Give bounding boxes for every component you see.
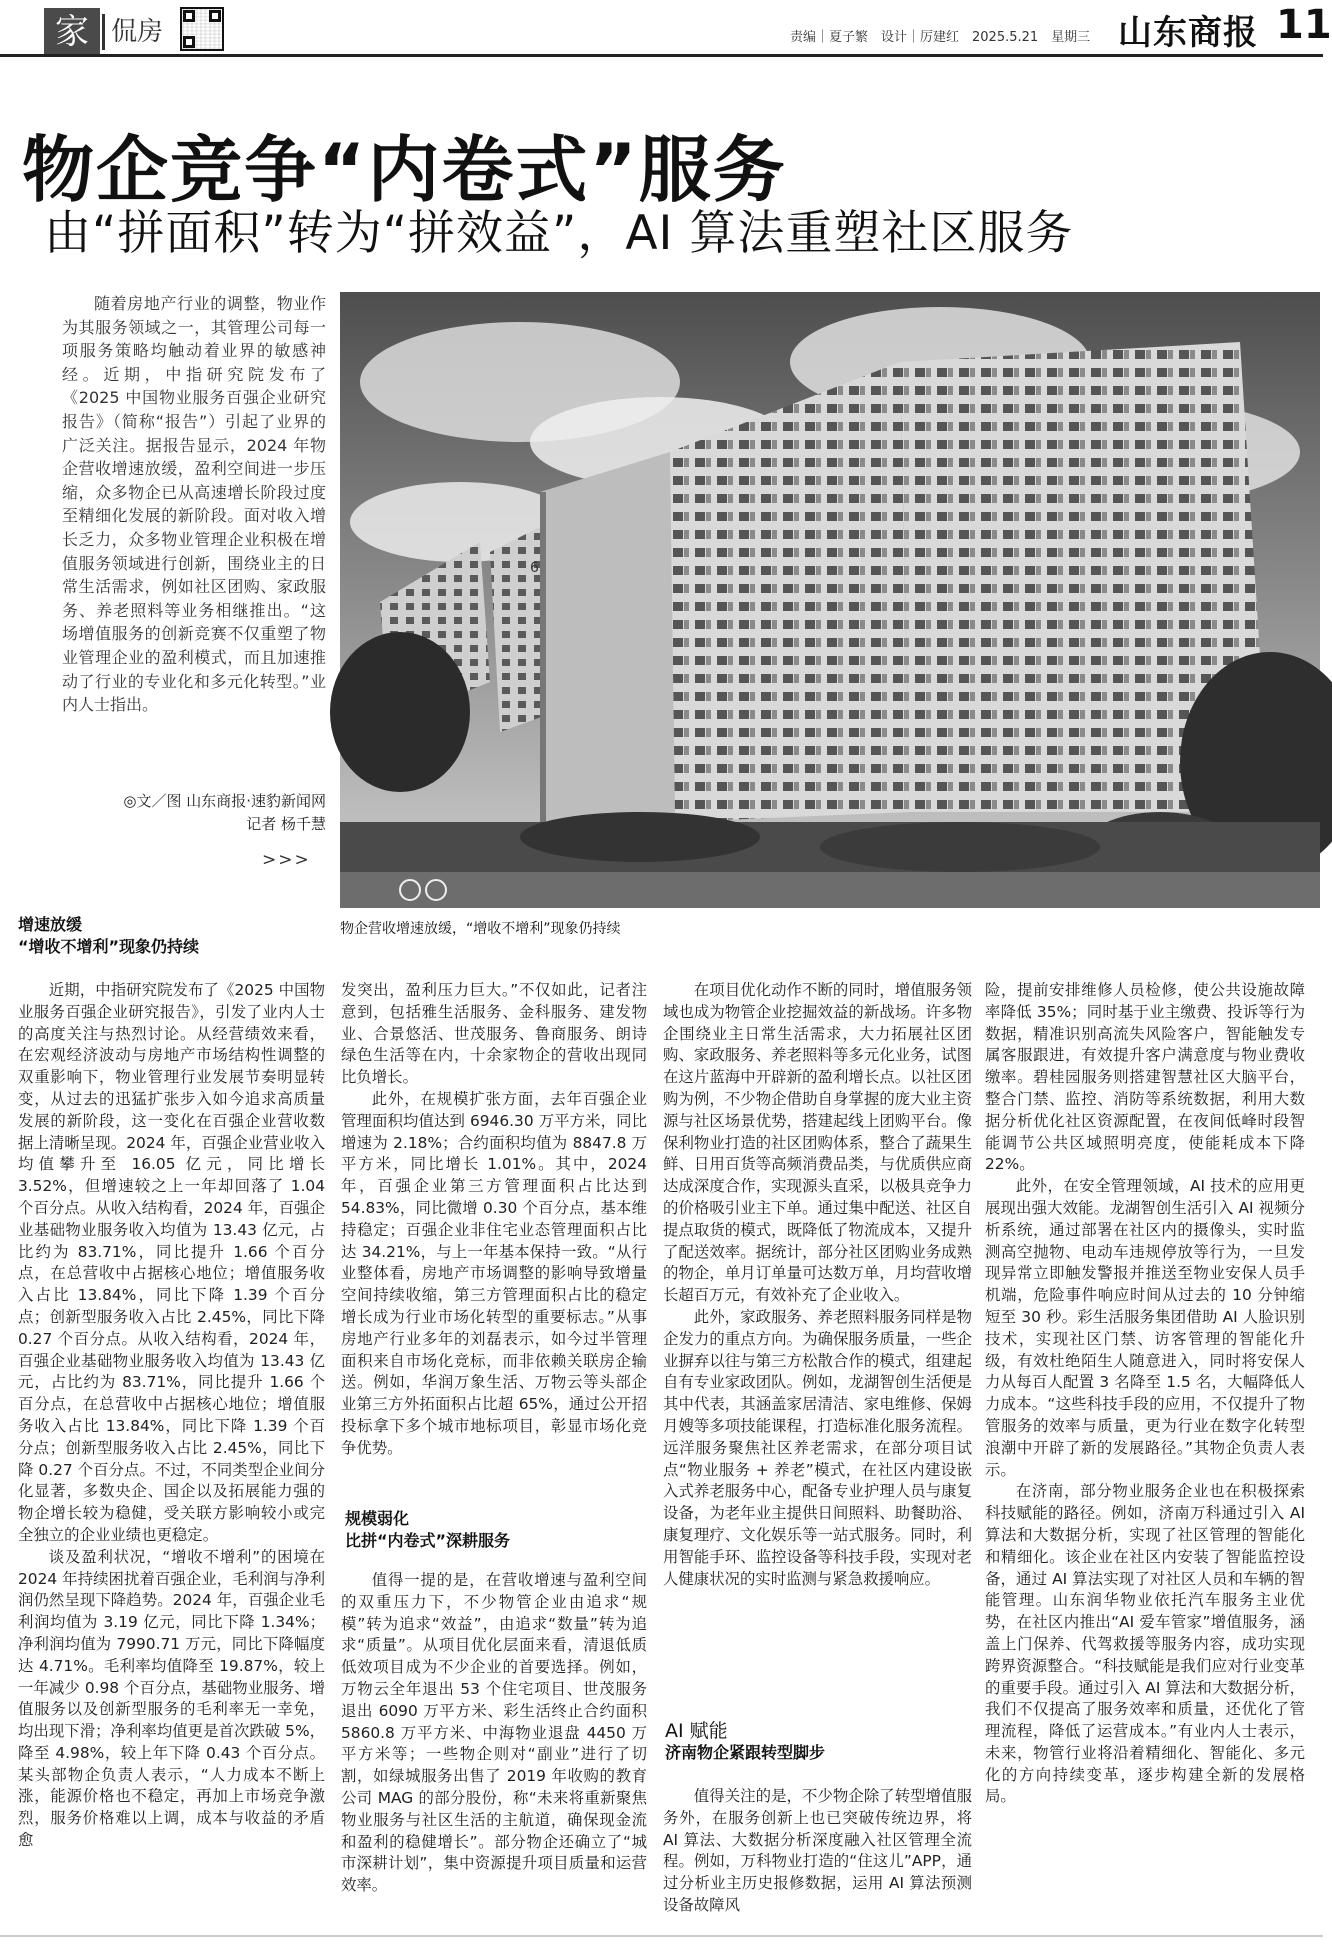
paragraph: 近期，中指研究院发布了《2025 中国物业服务百强企业研究报告》，引发了业内人士的高度关注与热烈讨论。从经营绩效来看，在宏观经济波动与房地产市场结构性调整的双重影响下，物业管理行业发展节奏明显转变，从过去的迅猛扩张步入如今追求高质量发展的新阶段，这一变化在百强企业营收数据上清晰呈现。2024 年，百强企业营业收入均值攀升至 16.05 亿元，同比增长 3.52%，但增速较之上一年却回落了 1.04 个百分点。从收入结构看，2024 年，百强企业基础物业服务收入均值为 13.43 亿元，占比约为 83.71%，同比提升 1.66 个百分点，在总营收中占据核心地位；增值服务收入占比 13.84%，同比下降 1.39 个百分点；创新型服务收入占比 2.45%，同比下降 0.27 个百分点。从收入结构看，2024 年，百强企业基础物业服务收入均值为 13.43 亿元，占比约为 83.71%，同比提升 1.66 个百分点，在总营收中占据核心地位；增值服务收入占比 13.84%，同比下降 1.39 个百分点；创新型服务收入占比 2.45%，同比下降 0.27 个百分点。不过，不同类型企业间分化显著，多数央企、国企以及拓展能力强的物企增长较为稳健，受关联方影响较小或完全独立的企业业绩也更稳定。 <box>18 981 325 1544</box>
photo-caption: 物企营收增速放缓，“增收不增利”现象仍持续 <box>340 921 621 937</box>
section1-title-line1: 增速放缓 <box>18 915 83 934</box>
intro-text <box>62 292 326 717</box>
page-meta: 责编｜夏子繁 设计｜厉建红 2025.5.21 星期三 <box>790 30 1091 45</box>
section4-title-line2: 济南物企紧跟转型脚步 <box>665 1743 826 1762</box>
newspaper-name: 山东商报 <box>1118 13 1258 53</box>
paragraph: 此外，在规模扩张方面，去年百强企业管理面积均值达到 6946.30 万平方米，同比增速为 2.18%；合约面积均值为 8847.8 万平方米，同比增长 1.01%。其中，2024 年，百强企业第三方管理面积占比达到 54.83%，同比微增 0.30 个百分点，基本维持稳定；百强企业非住宅业态管理面积占比达 34.21%，与上一年基本保持一致。“从行业整体看，房地产市场调整的影响导致增量空间持续收缩，第三方管理面积占比的稳定增长成为行业市场化转型的重要标志。”从事房地产行业多年的刘磊表示，如今过半管理面积来自市场化竞标，而非依赖关联房企输送。例如，华润万象生活、万物云等头部企业第三方外拓面积占比超 65%，通过公开招投标拿下多个城市地标项目，彰显市场化竞争优势。 <box>341 1089 647 1457</box>
column-3 <box>663 980 972 1590</box>
header-rule <box>0 54 1323 57</box>
section2-title-line2: 比拼“内卷式”深耕服务 <box>345 1531 511 1550</box>
column-2-lower <box>341 1570 647 1897</box>
paragraph: 值得一提的是，在营收增速与盈利空间的双重压力下，不少物管企业由追求“规模”转为追求“效益”，由追求“数量”转为追求“质量”。从项目优化层面来看，清退低质低效项目成为不少企业的首要选择。例如，万物云全年退出 53 个住宅项目、世茂服务退出 6090 万平方米、彩生活终止合约面积 5860.8 万平方米、中海物业退盘 4450 万平方米等；一些物企则对“副业”进行了切割，如绿城服务出售了 2019 年收购的教育公司 MAG 的部分股份，称“未来将重新聚焦物业服务与社区生活的主航道，确保现金流和盈利的稳健增长”。部分物企还确立了“城市深耕计划”，集中资源提升项目质量和运营效率。 <box>341 1571 647 1895</box>
intro-paragraph: 随着房地产行业的调整，物业作为其服务领域之一，其管理公司每一项服务策略均触动着业界的敏感神经。近期，中指研究院发布了《2025 中国物业服务百强企业研究报告》（简称“报告”）引起了业界的广泛关注。据报告显示，2024 年物企营收增速放缓，盈利空间进一步压缩，众多物企已从高速增长阶段过度至精细化发展的新阶段。面对收入增长乏力，众多物业管理企业积极在增值服务领域进行创新，围绕业主的日常生活需求，例如社区团购、家政服务、养老照料等业务相继推出。“这场增值服务的创新竞赛不仅重塑了物业管理企业的盈利模式，而且加速推动了行业的专业化和多元化转型。”业内人士指出。 <box>62 294 326 715</box>
section2-title <box>345 1508 665 1552</box>
paragraph: 此外，家政服务、养老照料服务同样是物企发力的重点方向。为确保服务质量，一些企业摒弃以往与第三方松散合作的模式，组建起自有专业家政团队。例如，龙湖智创生活便是其中代表，其涵盖家居清洁、家电维修、保姆月嫂等多项技能课程，打造标准化服务流程。远洋服务聚焦社区养老需求，在部分项目试点“物业服务 + 养老”模式，在社区内建设嵌入式养老服务中心，配备专业护理人员与康复设备，为老年业主提供日间照料、助餐助浴、康复理疗、文化娱乐等一站式服务。同时，利用智能手环、监控设备等科技手段，实现对老人健康状况的实时监测与紧急救援响应。 <box>663 1307 972 1588</box>
column-3-lower <box>663 1786 972 1917</box>
column-4 <box>985 980 1305 1808</box>
section2-title-line1: 规模弱化 <box>345 1509 410 1528</box>
qr-code-icon <box>180 7 224 51</box>
section1-title-line2: “增收不增利”现象仍持续 <box>18 937 200 956</box>
paragraph: 在济南，部分物业服务企业也在积极探索科技赋能的路径。例如，济南万科通过引入 AI 算法和大数据分析，实现了社区管理的智能化和精细化。该企业在社区内安装了智能监控设备，通过 AI 算法实现了对社区人员和车辆的智能管理。山东润华物业依托汽车服务主业优势，在社区内推出“AI 爱车管家”增值服务，涵盖上门保养、代驾救援等服务内容，成功实现跨界资源整合。“科技赋能是我们应对行业变革的重要手段。通过引入 AI 算法和大数据分析，我们不仅提高了服务效率和质量，还优化了管理流程，降低了运营成本。”有业内人士表示，未来，物管行业将沿着精细化、智能化、多元化的方向持续变革，逐步构建全新的发展格局。 <box>985 1482 1305 1806</box>
section1-title <box>18 914 318 958</box>
paragraph: 发突出，盈利压力巨大。”不仅如此，记者注意到，包括雅生活服务、金科服务、建发物业、合景悠活、世茂服务、鲁商服务、朗诗绿色生活等在内，十余家物企的营收出现同比负增长。 <box>341 981 647 1087</box>
section4-title <box>665 1720 985 1764</box>
paragraph: 谈及盈利状况，“增收不增利”的困境在 2024 年持续困扰着百强企业，毛利润与净利润仍然呈现下降趋势。2024 年，百强企业毛利润均值为 3.19 亿元，同比下降 1.34%；净利润均值为 7990.71 万元，同比下降幅度达 4.71%。毛利率均值降至 19.87%，较上一年减少 0.98 个百分点，基础物业服务、增值服务以及创新型服务的毛利率无一幸免，均出现下滑；净利率均值更是首次跌破 5%，降至 4.98%，较上年下降 0.43 个百分点。某头部物企负责人表示，“人力成本不断上涨，能源价格也不稳定，再加上市场竞争激烈，服务价格难以上调，成本与收益的矛盾愈 <box>18 1547 325 1850</box>
byline-source: ◎文／图 山东商报·速豹新闻网 <box>123 792 326 810</box>
paragraph: 值得关注的是，不少物企除了转型增值服务外，在服务创新上也已突破传统边界，将 AI 算法、大数据分析深度融入社区管理全流程。例如，万科物业打造的“住这儿”APP，通过分析业主历史报修数据，运用 AI 算法预测设备故障风 <box>663 1787 972 1914</box>
paragraph: 险，提前安排维修人员检修，使公共设施故障率降低 35%；同时基于业主缴费、投诉等行为数据，精准识别高流失风险客户，智能触发专属客服跟进，有效提升客户满意度与物业费收缴率。碧桂园服务则搭建智慧社区大脑平台，整合门禁、监控、消防等系统数据，利用大数据分析优化社区资源配置，在夜间低峰时段智能调节公共区域照明亮度，使能耗成本下降 22%。 <box>985 981 1305 1174</box>
byline-reporter: 记者 杨千慧 <box>246 815 326 833</box>
building-number-label: 6 <box>530 560 539 576</box>
section4-title-line1: AI 赋能 <box>665 1720 728 1742</box>
building-photo-illustration <box>340 292 1320 908</box>
headline: 物企竞争“内卷式”服务 <box>22 128 787 212</box>
page-number: 11 <box>1276 2 1332 48</box>
article-photo <box>340 292 1320 908</box>
byline <box>62 790 326 836</box>
paragraph: 在项目优化动作不断的同时，增值服务领域也成为物管企业挖掘效益的新战场。许多物企围绕业主日常生活需求，大力拓展社区团购、家政服务、养老照料等多元化业务，试图在这片蓝海中开辟新的盈利增长点。以社区团购为例，不少物企借助自身掌握的庞大业主资源与社区场景优势，搭建起线上团购平台。像保利物业打造的社区团购体系，整合了蔬果生鲜、日用百货等高频消费品类，与优质供应商达成深度合作，实现源头直采，以极具竞争力的价格吸引业主下单。通过集中配送、社区自提点取货的模式，既降低了物流成本，又提升了配送效率。据统计，部分社区团购业务成熟的物企，单月订单量可达数万单，月均营收增长超百万元，有效补充了企业收入。 <box>663 981 972 1305</box>
section-badge: 家 <box>44 8 100 56</box>
footer-rule <box>0 1935 1323 1937</box>
column-1 <box>18 980 325 1852</box>
section-sub-label: 侃房 <box>102 14 163 50</box>
subheadline: 由“拼面积”转为“拼效益”，AI 算法重塑社区服务 <box>44 206 1074 261</box>
column-2 <box>341 980 647 1460</box>
continue-arrows: >>> <box>262 850 311 870</box>
paragraph: 此外，在安全管理领域，AI 技术的应用更展现出强大效能。龙湖智创生活引入 AI 视频分析系统，通过部署在社区内的摄像头，实时监测高空抛物、电动车违规停放等行为，一旦发现异常立即触发警报并推送至物业安保人员手机端，危险事件响应时间从过去的 10 分钟缩短至 30 秒。彩生活服务集团借助 AI 人脸识别技术，实现社区门禁、访客管理的智能化升级，有效杜绝陌生人随意进入，同时将安保人力从每百人配置 3 名降至 1.5 名，大幅降低人力成本。“这些科技手段的应用，不仅提升了物管服务的效率与质量，更为行业在数字化转型浪潮中开辟了新的发展路径。”其物企负责人表示。 <box>985 1177 1305 1479</box>
